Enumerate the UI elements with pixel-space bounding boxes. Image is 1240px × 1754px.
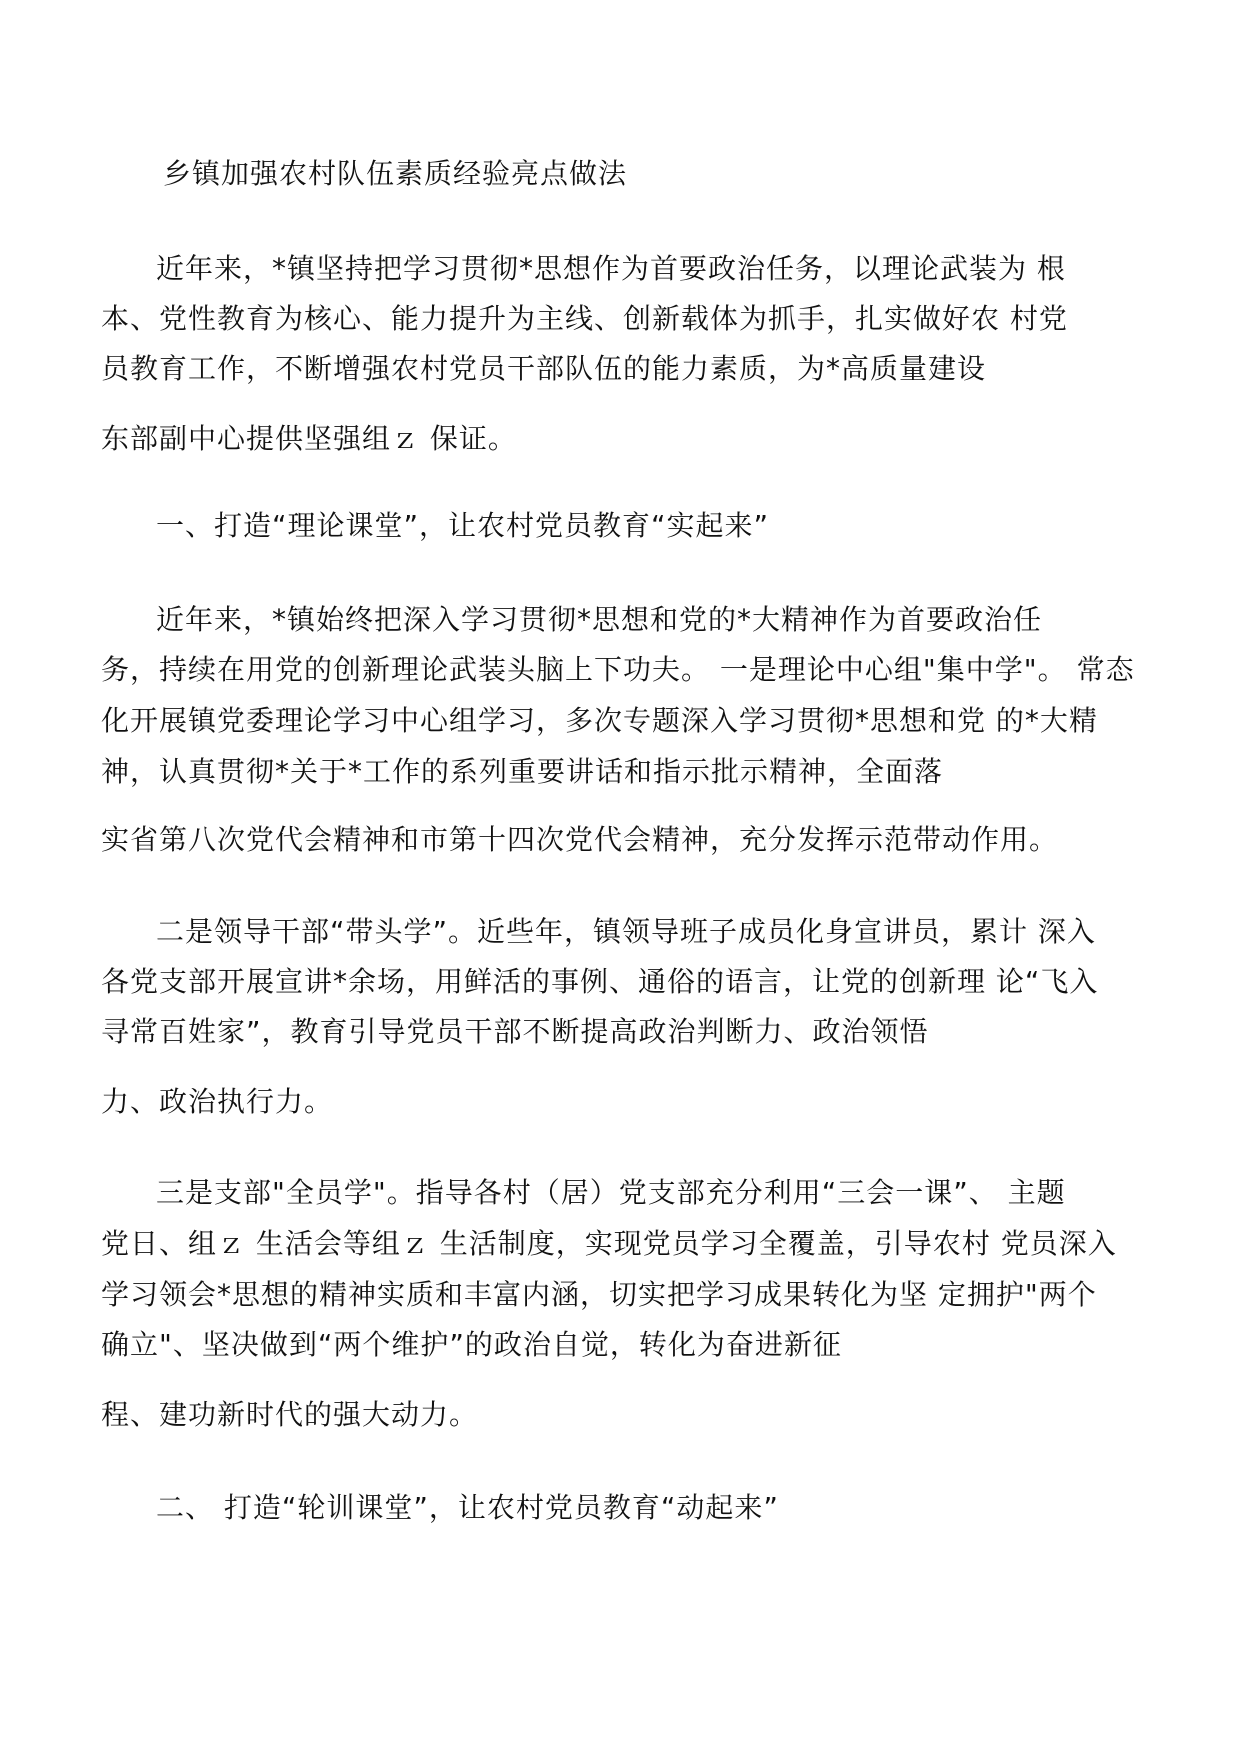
paragraph-line: 近年来，*镇始终把深入学习贯彻*思想和党的*大精神作为首要政治任 — [156, 603, 1043, 636]
paragraph-line: 寻常百姓家”，教育引导党员干部不断提高政治判断力、政治领悟 — [101, 1015, 929, 1048]
document-title: 乡镇加强农村队伍素质经验亮点做法 — [163, 157, 628, 190]
paragraph-line: 二是领导干部“带头学”。近些年，镇领导班子成员化身宣讲员，累计 深入 — [156, 915, 1096, 948]
section-heading: 二、 打造“轮训课堂”，让农村党员教育“动起来” — [156, 1491, 779, 1524]
paragraph-line: 力、政治执行力。 — [101, 1085, 334, 1118]
paragraph-line: 党日、组ｚ 生活会等组ｚ 生活制度，实现党员学习全覆盖，引导农村 党员深入 — [101, 1227, 1117, 1260]
paragraph-line: 务，持续在用党的创新理论武装头脑上下功夫。 一是理论中心组"集中学"。 常态 — [101, 653, 1135, 686]
paragraph-line: 近年来，*镇坚持把学习贯彻*思想作为首要政治任务，以理论武装为 根 — [156, 252, 1066, 285]
paragraph-line: 东部副中心提供坚强组ｚ 保证。 — [101, 422, 517, 455]
paragraph-line: 本、党性教育为核心、能力提升为主线、创新载体为抓手，扎实做好农 村党 — [101, 302, 1068, 335]
paragraph-line: 学习领会*思想的精神实质和丰富内涵，切实把学习成果转化为坚 定拥护"两个 — [101, 1278, 1097, 1311]
paragraph-line: 程、建功新时代的强大动力。 — [101, 1398, 479, 1431]
paragraph-line: 确立"、坚决做到“两个维护”的政治自觉，转化为奋进新征 — [101, 1328, 842, 1361]
paragraph-line: 实省第八次党代会精神和市第十四次党代会精神，充分发挥示范带动作用。 — [101, 823, 1059, 856]
paragraph-line: 员教育工作，不断增强农村党员干部队伍的能力素质，为*高质量建设 — [101, 352, 987, 385]
paragraph-line: 化开展镇党委理论学习中心组学习，多次专题深入学习贯彻*思想和党 的*大精 — [101, 704, 1098, 737]
paragraph-line: 三是支部"全员学"。指导各村（居）党支部充分利用“三会一课”、 主题 — [156, 1176, 1066, 1209]
section-heading: 一、打造“理论课堂”，让农村党员教育“实起来” — [156, 509, 770, 542]
paragraph-line: 神，认真贯彻*关于*工作的系列重要讲话和指示批示精神，全面落 — [101, 755, 944, 788]
paragraph-line: 各党支部开展宣讲*余场，用鲜活的事例、通俗的语言，让党的创新理 论“飞入 — [101, 965, 1099, 998]
